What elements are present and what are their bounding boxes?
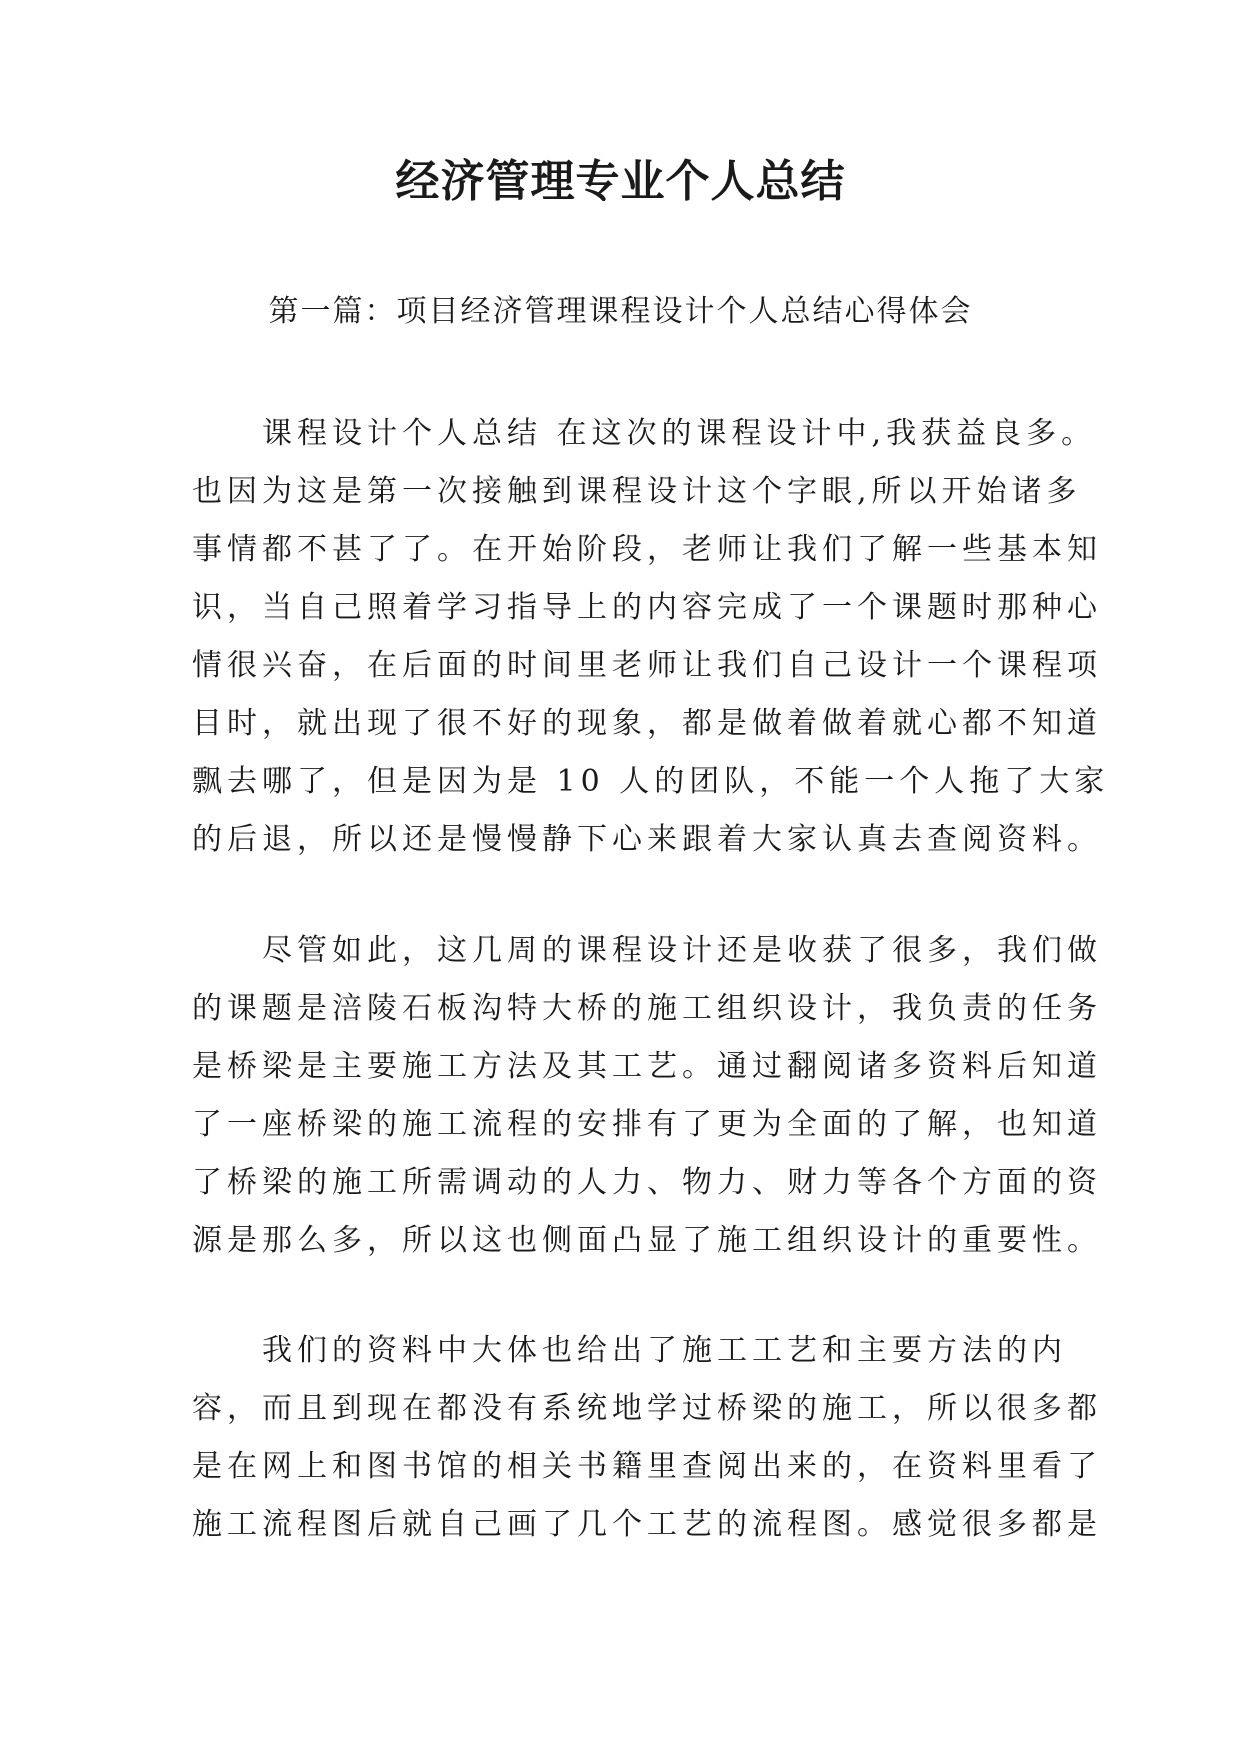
text-line: 的后退，所以还是慢慢静下心来跟着大家认真去查阅资料。 <box>192 822 1102 857</box>
text-line: 容，而且到现在都没有系统地学过桥梁的施工，所以很多都 <box>192 1391 1102 1426</box>
document-title: 经济管理专业个人总结 <box>395 156 846 207</box>
text-line: 课程设计个人总结 在这次的课程设计中,我获益良多。 <box>192 416 1097 451</box>
text-line: 事情都不甚了了。在开始阶段，老师让我们了解一些基本知 <box>192 532 1102 567</box>
text-line: 了桥梁的施工所需调动的人力、物力、财力等各个方面的资 <box>192 1165 1102 1200</box>
text-line: 识，当自己照着学习指导上的内容完成了一个课题时那种心 <box>192 590 1102 625</box>
text-line: 也因为这是第一次接触到课程设计这个字眼,所以开始诸多 <box>192 474 1082 509</box>
text-line: 我们的资料中大体也给出了施工工艺和主要方法的内 <box>192 1333 1067 1368</box>
text-line: 的课题是涪陵石板沟特大桥的施工组织设计，我负责的任务 <box>192 991 1102 1026</box>
text-line: 源是那么多，所以这也侧面凸显了施工组织设计的重要性。 <box>192 1223 1102 1258</box>
text-line: 飘去哪了，但是因为是 10 人的团队，不能一个人拖了大家 <box>192 764 1110 799</box>
paragraph <box>192 1322 1102 1554</box>
text-line: 施工流程图后就自己画了几个工艺的流程图。感觉很多都是 <box>192 1507 1102 1542</box>
section-heading: 第一篇：项目经济管理课程设计个人总结心得体会 <box>268 294 973 329</box>
paragraph <box>192 405 1110 869</box>
text-line: 了一座桥梁的施工流程的安排有了更为全面的了解，也知道 <box>192 1107 1102 1142</box>
text-line: 情很兴奋，在后面的时间里老师让我们自己设计一个课程项 <box>192 648 1102 683</box>
text-line: 是在网上和图书馆的相关书籍里查阅出来的，在资料里看了 <box>192 1449 1102 1484</box>
text-line: 目时，就出现了很不好的现象，都是做着做着就心都不知道 <box>192 706 1102 741</box>
text-line: 尽管如此，这几周的课程设计还是收获了很多，我们做 <box>192 933 1102 968</box>
paragraph <box>192 922 1102 1270</box>
text-line: 是桥梁是主要施工方法及其工艺。通过翻阅诸多资料后知道 <box>192 1049 1102 1084</box>
